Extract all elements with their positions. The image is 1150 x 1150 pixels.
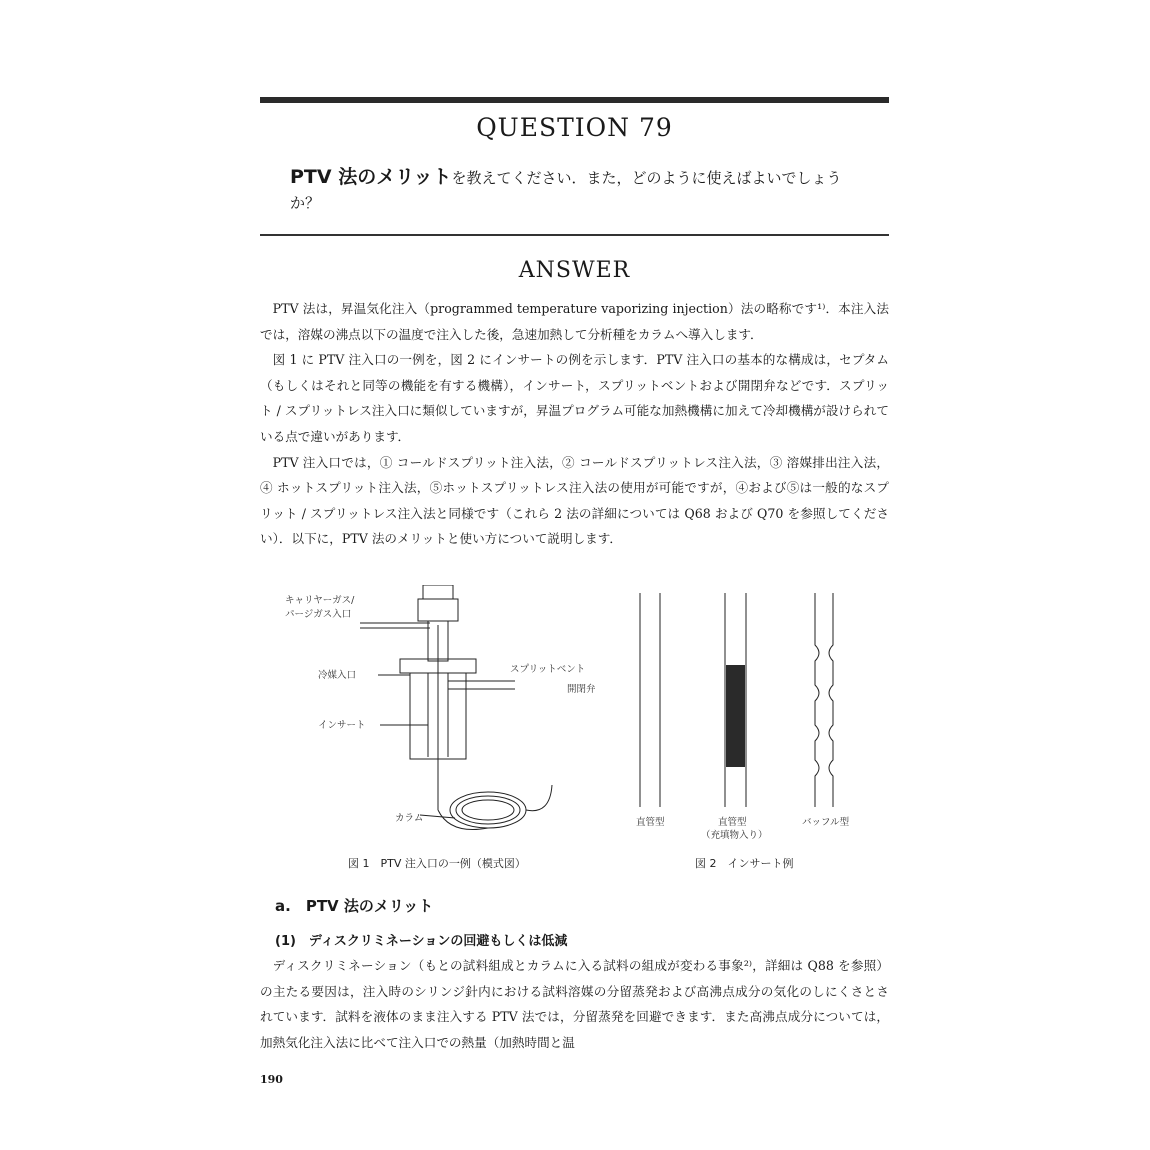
section-body — [260, 953, 889, 1055]
insert-packed-diagram — [725, 593, 746, 807]
answer-title: ANSWER — [518, 258, 631, 283]
label-straight-type: 直管型 — [636, 817, 665, 828]
figures — [260, 585, 889, 885]
answer-paragraph-1: PTV 法は，昇温気化注入（programmed temperature vaporizing injection）法の略称です¹⁾．本注入法では，溶媒の沸点以下の温度で注入した後，急速加熱して分析種をカラムへ導入します． — [260, 301, 889, 342]
label-coolant-inlet: 冷媒入口 — [318, 670, 357, 681]
answer-body — [260, 296, 889, 552]
page-number: 190 — [260, 1073, 283, 1086]
question-title: QUESTION 79 — [476, 113, 673, 142]
label-purge-gas: パージガス入口 — [285, 609, 352, 620]
divider-rule — [260, 234, 889, 236]
label-carrier-gas: キャリヤーガス/ — [285, 595, 355, 606]
answer-paragraph-3: PTV 注入口では，① コールドスプリット注入法，② コールドスプリットレス注入法，③ 溶媒排出注入法，④ ホットスプリット注入法，⑤ホットスプリットレス注入法の使用が可能ですが，④および⑤は一般的なスプリット / スプリットレス注入法と同様です（これら 2 法の詳細については Q68 および Q70 を参照してください）．以下に，PTV 法のメリットと使い方について説明します． — [260, 454, 889, 547]
answer-paragraph-2: 図 1 に PTV 注入口の一例を，図 2 にインサートの例を示します．PTV 注入口の基本的な構成は，セプタム（もしくはそれと同等の機能を有する機構），インサート，スプリットベントおよび開閉弁などです．スプリット / スプリットレス注入口に類似していますが，昇温プログラム可能な加熱機構に加えて冷却機構が設けられている点で違いがあります． — [260, 352, 889, 444]
question-rest: を教えてください．また，どのように使えばよいでしょうか？ — [290, 169, 842, 212]
packing-material — [726, 665, 745, 767]
insert-baffle-diagram — [815, 593, 833, 807]
label-packed-type: 直管型 — [718, 817, 747, 828]
label-baffle-type: バッフル型 — [802, 817, 850, 828]
figure1-caption: 図 1 PTV 注入口の一例（模式図） — [348, 857, 526, 870]
section-heading-a: a. PTV 法のメリット — [275, 897, 434, 915]
ptv-injector-diagram — [360, 585, 552, 830]
label-column: カラム — [395, 813, 424, 824]
figure2-caption: 図 2 インサート例 — [695, 857, 794, 870]
top-rule — [260, 97, 889, 103]
question-text — [290, 165, 870, 216]
label-insert: インサート — [318, 720, 366, 731]
section-paragraph: ディスクリミネーション（もとの試料組成とカラムに入る試料の組成が変わる事象²⁾，詳細は Q88 を参照）の主たる要因は，注入時のシリンジ針内における試料溶媒の分留蒸発および高沸点成分の気化のしにくさとされています．試料を液体のまま注入する PTV 法では，分留蒸発を回避できます．また高沸点成分については，加熱気化注入法に比べて注入口での熱量（加熱時間と温 — [260, 958, 889, 1050]
section-heading-1: (1) ディスクリミネーションの回避もしくは低減 — [275, 934, 568, 949]
label-valve: 開閉弁 — [567, 684, 596, 695]
label-packed-note: （充填物入り） — [701, 830, 768, 841]
insert-straight-diagram — [640, 593, 660, 807]
label-split-vent: スプリットベント — [510, 664, 586, 675]
question-lead: PTV 法のメリット — [290, 166, 452, 188]
